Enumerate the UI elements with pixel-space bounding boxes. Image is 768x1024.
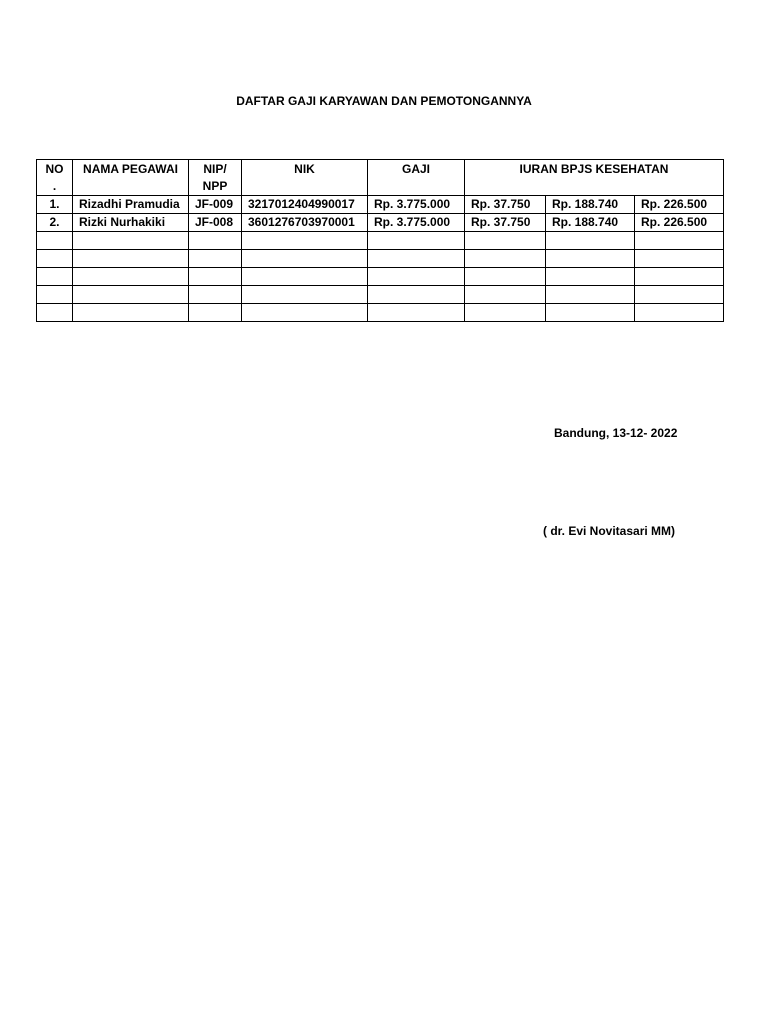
- cell-nip: JF-009: [189, 196, 242, 214]
- cell-no: 1.: [37, 196, 73, 214]
- table-header-row: [37, 160, 724, 196]
- cell-iuran-2: Rp. 188.740: [546, 196, 635, 214]
- header-nik: NIK: [242, 160, 368, 196]
- header-nama: NAMA PEGAWAI: [73, 160, 189, 196]
- empty-table-row: [37, 268, 724, 286]
- cell-gaji: Rp. 3.775.000: [368, 196, 465, 214]
- signatory-name: ( dr. Evi Novitasari MM): [543, 524, 676, 538]
- header-nip: [189, 160, 242, 196]
- header-gaji: GAJI: [368, 160, 465, 196]
- cell-iuran-1: Rp. 37.750: [465, 214, 546, 232]
- header-no-line2: .: [52, 179, 57, 193]
- table-row: [37, 196, 724, 214]
- salary-table: [36, 159, 724, 322]
- page-title: DAFTAR GAJI KARYAWAN DAN PEMOTONGANNYA: [236, 94, 532, 108]
- cell-iuran-1: Rp. 37.750: [465, 196, 546, 214]
- table-row: [37, 214, 724, 232]
- cell-nik: 3217012404990017: [242, 196, 368, 214]
- empty-table-row: [37, 232, 724, 250]
- empty-table-row: [37, 304, 724, 322]
- header-no: [37, 160, 73, 196]
- cell-nip: JF-008: [189, 214, 242, 232]
- header-no-line1: NO: [45, 162, 64, 176]
- cell-nama: Rizki Nurhakiki: [73, 214, 189, 232]
- cell-nik: 3601276703970001: [242, 214, 368, 232]
- cell-iuran-3: Rp. 226.500: [635, 196, 724, 214]
- header-nip-line1: NIP/: [203, 162, 227, 176]
- cell-iuran-3: Rp. 226.500: [635, 214, 724, 232]
- cell-nama: Rizadhi Pramudia: [73, 196, 189, 214]
- empty-table-row: [37, 286, 724, 304]
- empty-table-row: [37, 250, 724, 268]
- header-nip-line2: NPP: [202, 179, 228, 193]
- place-date: Bandung, 13-12- 2022: [554, 426, 678, 440]
- cell-gaji: Rp. 3.775.000: [368, 214, 465, 232]
- header-iuran-bpjs: IURAN BPJS KESEHATAN: [465, 160, 724, 196]
- cell-iuran-2: Rp. 188.740: [546, 214, 635, 232]
- cell-no: 2.: [37, 214, 73, 232]
